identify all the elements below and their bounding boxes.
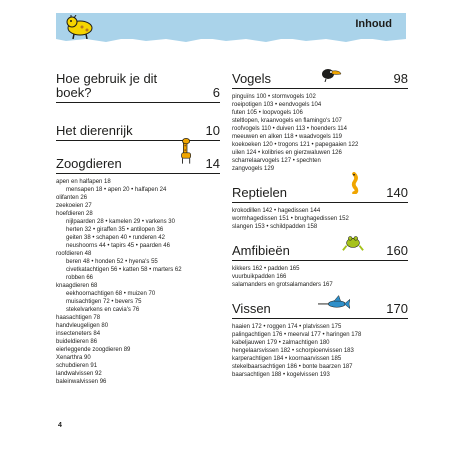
right-column (232, 72, 408, 379)
section-title[interactable]: Het dierenrijk (56, 123, 133, 138)
list-item[interactable]: wormhagedissen 151 • brughagedissen 152 (232, 216, 349, 222)
list-item[interactable]: scharrelaarvogels 127 • spechten (232, 158, 321, 164)
list-item[interactable]: krokodillen 142 • hagedissen 144 (232, 208, 321, 214)
section-page: 170 (386, 301, 408, 316)
left-column (56, 72, 220, 386)
torn-edge (56, 36, 406, 44)
list-item[interactable]: buideldieren 86 (56, 339, 98, 345)
giraffe-icon (178, 137, 196, 165)
toucan-icon (318, 64, 342, 82)
list-item[interactable]: koekoeken 120 • trogons 121 • papegaaien 122 (232, 142, 359, 148)
list-item[interactable]: salamanders en grotsalamanders 167 (232, 282, 333, 288)
list-item[interactable]: apen en halfapen 18 (56, 179, 111, 185)
section-title[interactable]: Vissen (232, 301, 271, 316)
list-item[interactable]: neushoorns 44 • tapirs 45 • paarden 46 (66, 243, 170, 249)
list-item[interactable]: schubdieren 91 (56, 363, 98, 369)
section-title[interactable]: Hoe gebruik je dit boek? (56, 71, 158, 100)
swordfish-icon (318, 294, 350, 312)
header-bar (56, 13, 406, 39)
list-item[interactable]: landwalvissen 92 (56, 371, 102, 377)
list-item[interactable]: beren 48 • honden 52 • hyena's 55 (66, 259, 158, 265)
list-item[interactable]: civetkatachtigen 56 • katten 58 • marters 62 (66, 267, 182, 273)
list-item[interactable]: baarsachtigen 188 • kogelvissen 193 (232, 372, 330, 378)
list-item[interactable]: roofvogels 110 • duiven 113 • hoenders 114 (232, 126, 347, 132)
list-item[interactable]: uilen 124 • kolibries en gierzwaluwen 126 (232, 150, 342, 156)
list-item[interactable]: zangvogels 129 (232, 166, 275, 172)
section-amfibieen (232, 244, 408, 289)
entry-list (232, 265, 408, 289)
list-item[interactable]: haaien 172 • roggen 174 • platvissen 175 (232, 324, 342, 330)
section-reptielen (232, 186, 408, 231)
list-item[interactable]: zeekoeien 27 (56, 203, 92, 209)
list-item[interactable]: palingachtigen 176 • meerval 177 • haringen 178 (232, 332, 362, 338)
list-item[interactable]: haasachtigen 78 (56, 315, 101, 321)
frog-icon (342, 232, 364, 252)
section-page: 160 (386, 243, 408, 258)
entry-list (232, 323, 408, 379)
page-number: 4 (58, 422, 62, 429)
list-item[interactable]: vuurbuikpadden 166 (232, 274, 287, 280)
list-item[interactable]: stekelbaarsachtigen 186 • bonte baarzen 187 (232, 364, 353, 370)
list-item[interactable]: eekhoornachtigen 68 • muizen 70 (66, 291, 156, 297)
list-item[interactable]: roeipotigen 103 • eendvogels 104 (232, 102, 322, 108)
list-item[interactable]: steltlopen, kraanvogels en flamingo's 107 (232, 118, 342, 124)
list-item[interactable]: hengelaarsvissen 182 • schorpioenvissen 183 (232, 348, 354, 354)
section-title[interactable]: Amfibieën (232, 243, 290, 258)
list-item[interactable]: karperachtigen 184 • koornaarvissen 185 (232, 356, 342, 362)
list-item[interactable]: handvleugeligen 80 (56, 323, 109, 329)
section-vogels (232, 72, 408, 173)
entry-list (232, 207, 408, 231)
list-item[interactable]: robben 66 (66, 275, 94, 281)
list-item[interactable]: eierleggende zoogdieren 89 (56, 347, 131, 353)
page-title: Inhoud (355, 18, 392, 30)
section-zoogdieren (56, 157, 220, 386)
list-item[interactable]: baleinwalvissen 96 (56, 379, 107, 385)
section-title[interactable]: Reptielen (232, 185, 287, 200)
section-page: 98 (393, 71, 408, 86)
list-item[interactable]: olifanten 26 (56, 195, 88, 201)
list-item[interactable]: futen 105 • loopvogels 106 (232, 110, 303, 116)
list-item[interactable]: Xenarthra 90 (56, 355, 91, 361)
list-item[interactable]: herten 32 • giraffen 35 • antilopen 36 (66, 227, 164, 233)
section-page: 140 (386, 185, 408, 200)
list-item[interactable]: knaagdieren 68 (56, 283, 98, 289)
section-vissen (232, 302, 408, 379)
list-item[interactable]: hoefdieren 28 (56, 211, 93, 217)
section-page: 6 (212, 85, 220, 100)
list-item[interactable]: stekelvarkens en cavia's 76 (66, 307, 140, 313)
list-item[interactable]: roofdieren 48 (56, 251, 92, 257)
list-item[interactable]: slangen 153 • schildpadden 158 (232, 224, 318, 230)
section-title[interactable]: Zoogdieren (56, 156, 122, 171)
list-item[interactable]: muisachtigen 72 • bevers 75 (66, 299, 142, 305)
list-item[interactable]: mensapen 18 • apen 20 • halfapen 24 (66, 187, 167, 193)
list-item[interactable]: geiten 38 • schapen 40 • runderen 42 (66, 235, 165, 241)
list-item[interactable]: nijlpaarden 28 • kamelen 29 • varkens 30 (66, 219, 175, 225)
list-item[interactable]: kabeljauwen 179 • zalmachtigen 180 (232, 340, 330, 346)
list-item[interactable]: meeuwen en alken 118 • waadvogels 119 (232, 134, 342, 140)
entry-list (232, 93, 408, 173)
section-page: 10 (205, 123, 220, 138)
list-item[interactable]: pinguïns 100 • stormvogels 102 (232, 94, 316, 100)
lizard-icon (344, 172, 364, 194)
entry-list (56, 178, 220, 386)
section-page: 14 (205, 156, 220, 171)
section-gebruik (56, 72, 220, 104)
list-item[interactable]: kikkers 162 • padden 165 (232, 266, 300, 272)
giraffe-mascot-icon (62, 15, 98, 39)
section-title[interactable]: Vogels (232, 71, 272, 86)
list-item[interactable]: insecteneters 84 (56, 331, 101, 337)
